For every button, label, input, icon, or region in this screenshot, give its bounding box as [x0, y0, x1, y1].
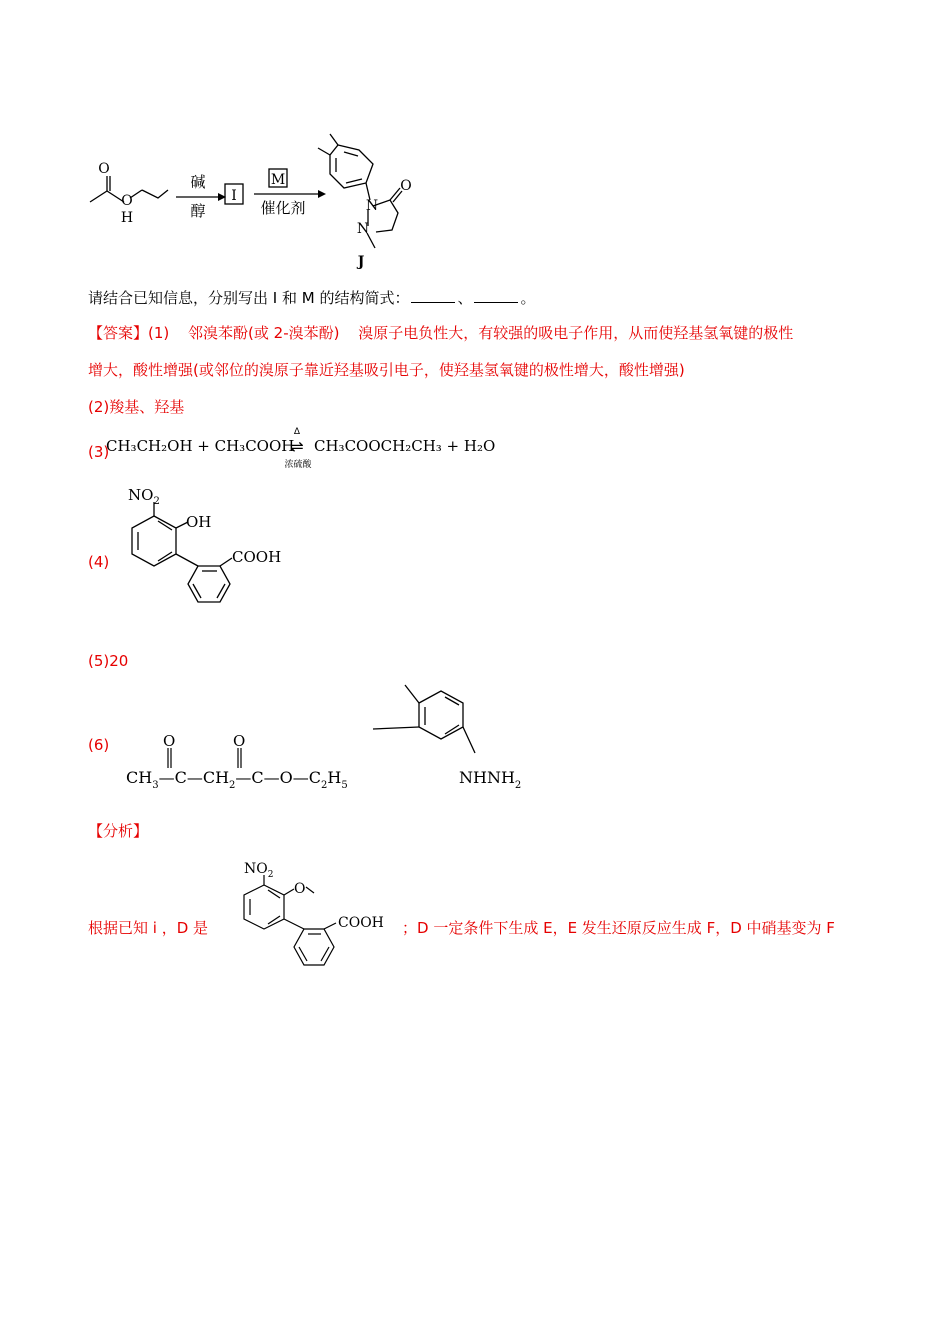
svg-text:NHNH2: $NHNH_2$: [459, 768, 522, 791]
atom-h: H: [120, 210, 134, 226]
answer-2: (2)羧基、羟基: [88, 398, 185, 416]
atom-o3: O: [400, 178, 412, 194]
answer-3-lhs: CH₃CH₂OH + CH₃COOH: [106, 437, 295, 455]
answer-tag: 【答案】(1): [88, 324, 170, 342]
intermediate-i: I: [231, 188, 237, 204]
product-label-j: J: [357, 254, 365, 270]
answer-3-label: (3): [88, 443, 110, 461]
oh-group: OH: [186, 513, 212, 531]
atom-o2: O: [121, 193, 133, 209]
answer-3-condition: 浓硫酸: [284, 460, 312, 470]
answer-line-1: [88, 322, 793, 344]
answer-3-rhs: CH₃COOCH₂CH₃ + H₂O: [314, 437, 496, 455]
analysis-text-before: 根据已知 i ，D 是: [88, 919, 209, 937]
analysis-tag: 【分析】: [88, 822, 149, 840]
answer-4-label: (4): [88, 553, 110, 571]
answer-6-label: (6): [88, 736, 110, 754]
svg-text:O: O: [163, 732, 176, 750]
analysis-text-after: ；D 一定条件下生成 E，E 发生还原反应生成 F，D 中硝基变为 F: [402, 919, 835, 937]
answer-3-delta: Δ: [293, 427, 301, 437]
answer-5: (5)20: [88, 652, 129, 670]
answer-4-structure: [100, 480, 310, 630]
no2-group: $NO_2$: [128, 486, 160, 507]
reagent-alcohol: 醇: [190, 202, 206, 220]
reagent-m: M: [270, 172, 286, 188]
analysis-structure-d: [222, 855, 402, 985]
answer-blank-i[interactable]: [411, 288, 455, 303]
answer-6-ketoester: [120, 728, 360, 800]
answer-line-2: 增大，酸性增强(或邻位的溴原子靠近羟基吸引电子，使羟基氢氧键的极性增大，酸性增强): [88, 361, 685, 379]
atom-n1: N: [365, 198, 379, 214]
svg-text:COOH: COOH: [338, 915, 384, 931]
svg-text:O: O: [233, 732, 246, 750]
answer-1-reason: 溴原子电负性大，有较强的吸电子作用，从而使羟基氢氧键的极性: [358, 324, 794, 342]
svg-text:CH3—C—CH2—C—O—C2H5: $CH_3—C—CH_2—C—O—C_2H_5$: [126, 768, 348, 791]
answer-blank-m[interactable]: [474, 288, 518, 303]
answer-3-arrow: ⇌: [290, 437, 304, 456]
svg-text:O: O: [294, 881, 306, 897]
reagent-base: 碱: [190, 173, 206, 191]
cooh-group: COOH: [232, 548, 282, 566]
atom-n2: N: [356, 221, 370, 237]
reaction-scheme: [80, 128, 440, 273]
answer-6-hydrazine: [365, 675, 540, 805]
question-text: 请结合已知信息，分别写出 I 和 M 的结构简式： 、 。: [88, 289, 536, 307]
svg-text:NO2: $NO_2$: [244, 861, 274, 880]
answer-1-name: 邻溴苯酚(或 2-溴苯酚): [188, 324, 340, 342]
atom-o1: O: [98, 161, 110, 177]
catalyst-label: 催化剂: [260, 199, 306, 217]
